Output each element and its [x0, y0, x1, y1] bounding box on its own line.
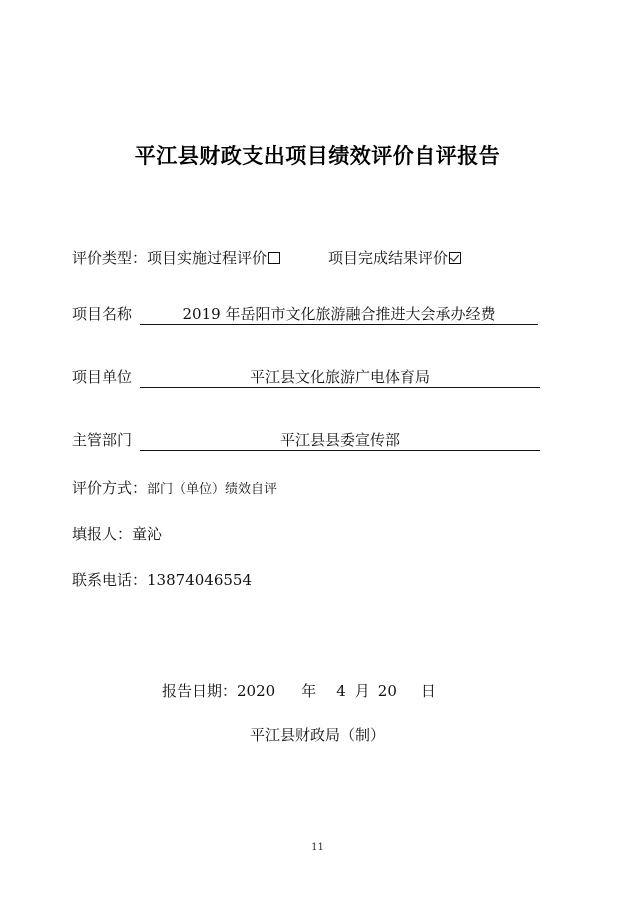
report-date-label: 报告日期： — [162, 682, 238, 700]
eval-option-process-checkbox[interactable] — [268, 252, 280, 264]
project-unit-field: 平江县文化旅游广电体育局 — [140, 367, 540, 388]
phone-label: 联系电话： — [72, 571, 148, 589]
phone-row — [72, 570, 252, 590]
eval-method-row — [72, 478, 277, 500]
eval-method-label: 评价方式： — [72, 479, 148, 497]
eval-option-process-label: 项目实施过程评价 — [147, 249, 268, 267]
report-date-day: 20 — [377, 682, 397, 700]
report-date-year: 2020 — [237, 682, 276, 700]
report-date-month: 4 — [336, 682, 346, 700]
eval-option-result-checkbox[interactable] — [449, 252, 461, 264]
project-name-field: 2019 年岳阳市文化旅游融合推进大会承办经费 — [140, 304, 538, 325]
report-date-year-unit: 年 — [301, 682, 317, 700]
eval-type-label: 评价类型： — [72, 249, 148, 267]
eval-type-row — [72, 248, 461, 268]
eval-option-result-label: 项目完成结果评价 — [328, 249, 449, 267]
supervisor-row — [72, 430, 542, 450]
project-unit-label: 项目单位 — [72, 368, 133, 386]
report-date-month-unit: 月 — [354, 682, 370, 700]
filler-value: 童沁 — [132, 525, 163, 543]
project-name-row — [72, 304, 542, 324]
report-date-day-unit: 日 — [420, 682, 436, 700]
filler-row — [72, 524, 162, 544]
project-name-label: 项目名称 — [72, 305, 133, 323]
phone-value: 13874046554 — [147, 571, 252, 589]
eval-method-value: 部门（单位）绩效自评 — [147, 482, 278, 497]
issuer-text: 平江县财政局（制） — [249, 726, 385, 744]
project-unit-row — [72, 367, 542, 387]
supervisor-label: 主管部门 — [72, 431, 133, 449]
report-date-row — [162, 680, 436, 701]
filler-label: 填报人： — [72, 525, 133, 543]
supervisor-field: 平江县县委宣传部 — [140, 430, 540, 451]
page-number: 11 — [311, 842, 324, 853]
page-title: 平江县财政支出项目绩效评价自评报告 — [134, 144, 501, 168]
